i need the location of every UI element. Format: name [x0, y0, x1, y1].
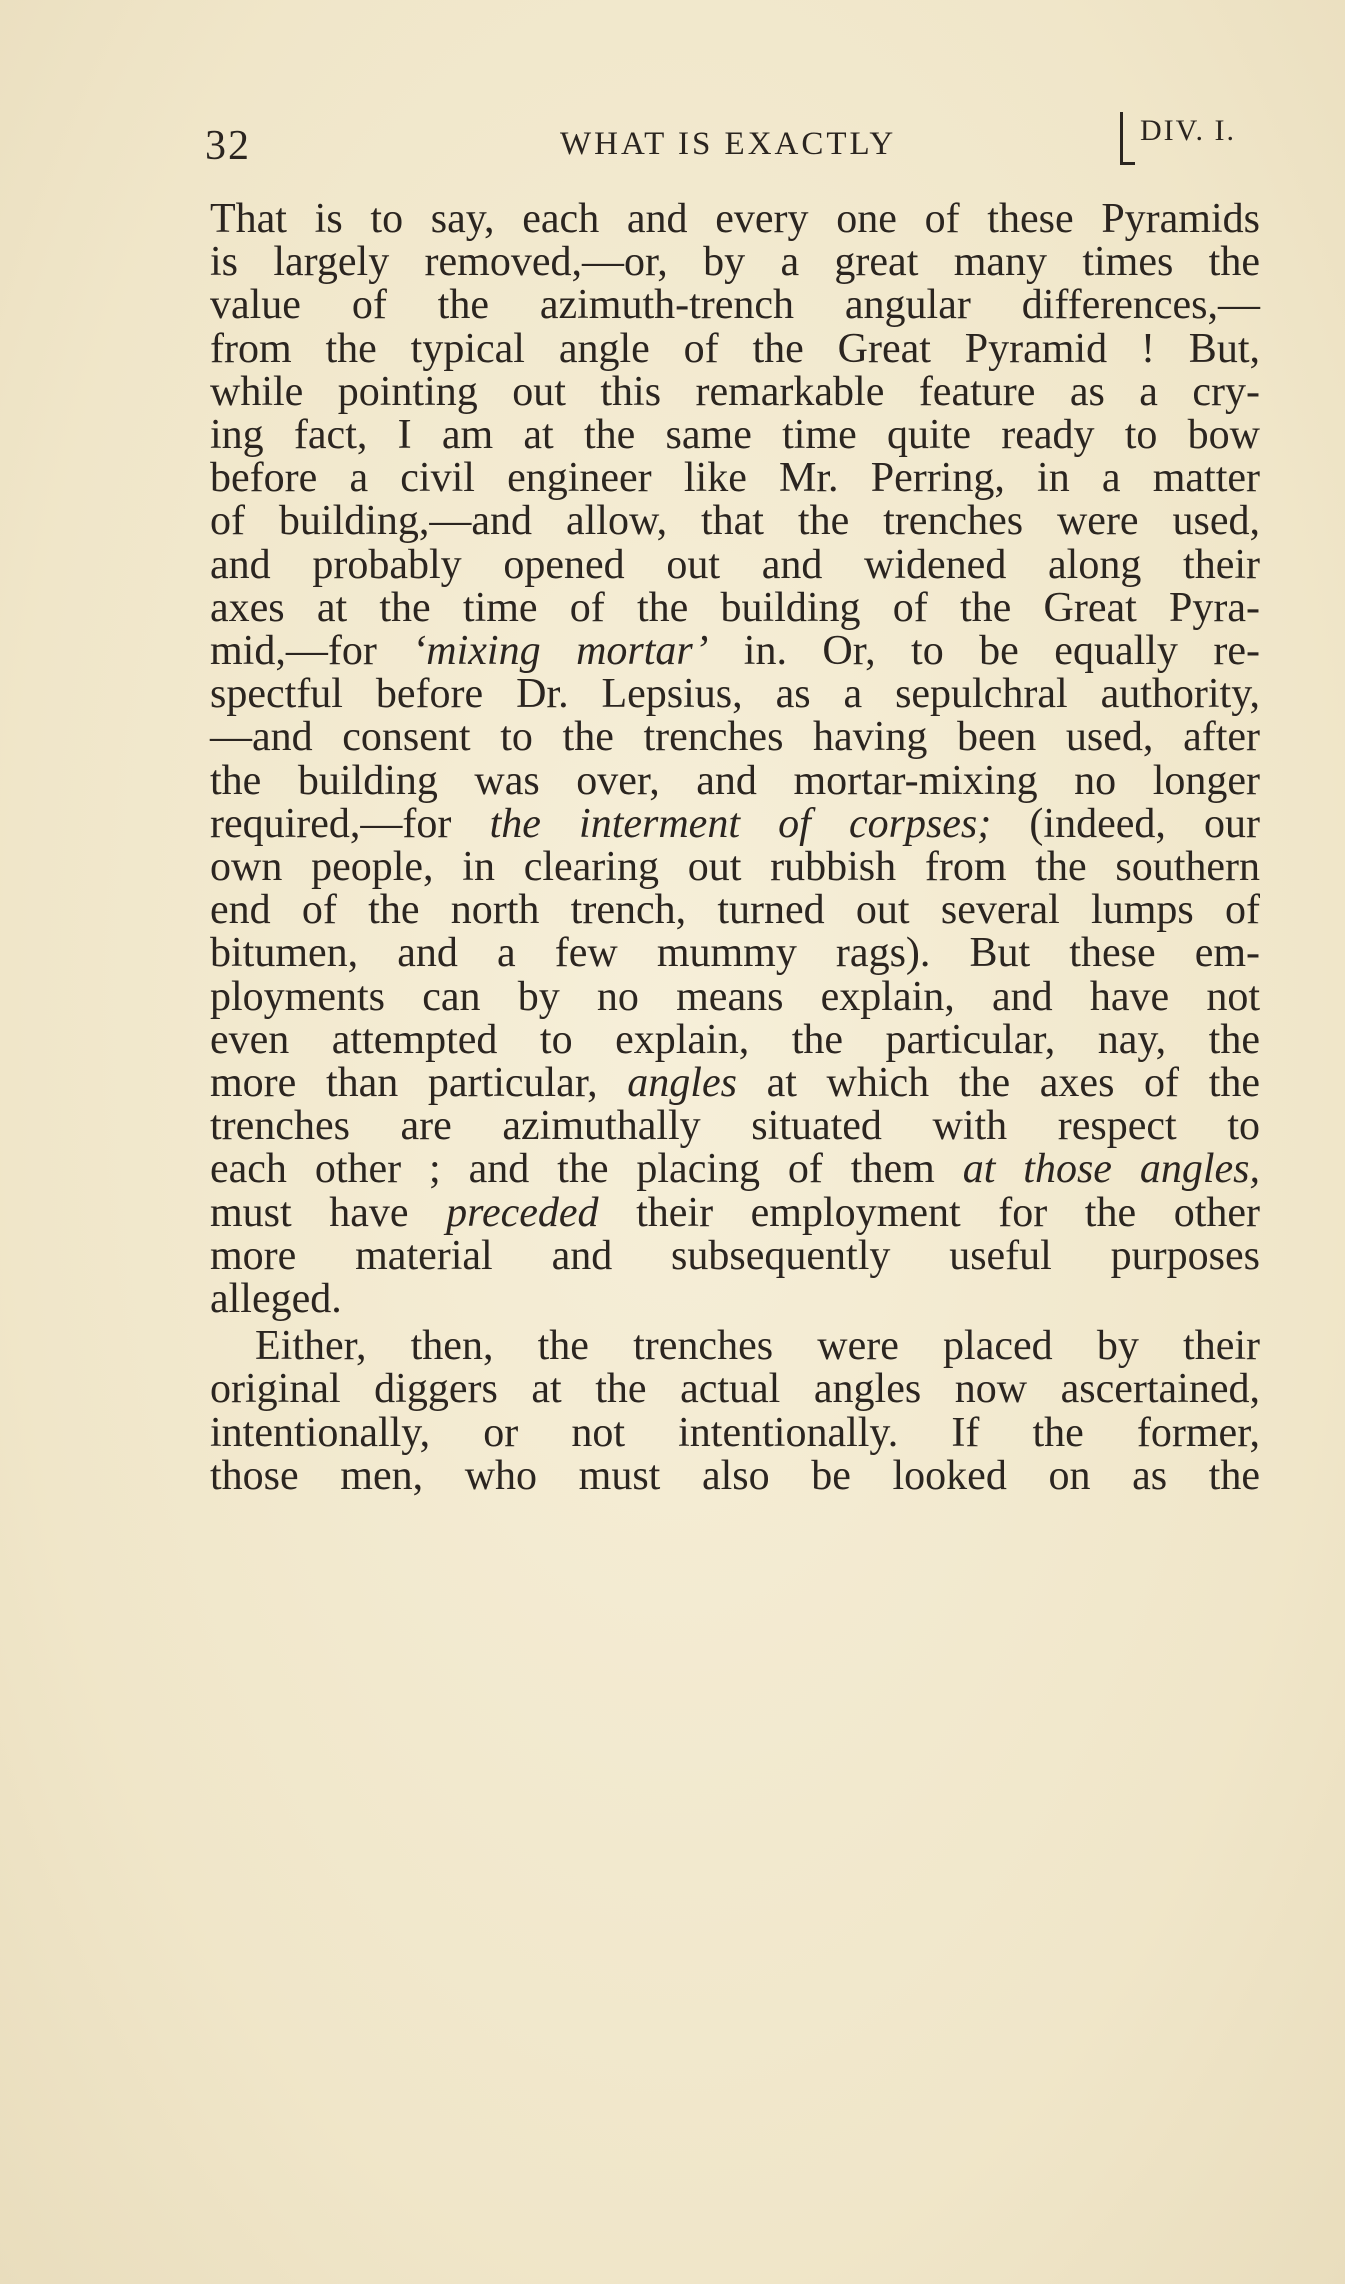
- text-segment: each other ; and the placing of them: [210, 1146, 963, 1193]
- text-segment: value of the azimuth-trench angular differences,—: [210, 282, 1260, 329]
- italic-text: the interment of corpses;: [489, 800, 992, 847]
- text-segment: even attempted to explain, the particular, nay, the: [210, 1016, 1260, 1063]
- text-segment: intentionally, or not intentionally. If the former,: [210, 1409, 1260, 1456]
- text-segment: their employment for the other: [598, 1189, 1260, 1236]
- text-line: [210, 1445, 1260, 1507]
- text-segment: spectful before Dr. Lepsius, as a sepulchral authority,: [210, 671, 1260, 718]
- text-segment: Either, then, the trenches were placed by their: [255, 1323, 1260, 1370]
- text-segment: of building,—and allow, that the trenches were used,: [210, 498, 1260, 545]
- text-segment: bitumen, and a few mummy rags). But these em-: [210, 930, 1260, 977]
- text-segment: at which the axes of the: [736, 1060, 1260, 1106]
- text-segment: from the typical angle of the Great Pyramid ! But,: [210, 325, 1260, 372]
- text-segment: is largely removed,—or, by a great many times the: [210, 239, 1260, 286]
- text-segment: original diggers at the actual angles now ascertained,: [210, 1366, 1260, 1413]
- text-segment: more than particular,: [210, 1060, 628, 1106]
- running-title: WHAT IS EXACTLY: [560, 126, 897, 162]
- text-segment: alleged.: [210, 1276, 342, 1322]
- text-segment: more material and subsequently useful purposes: [210, 1232, 1260, 1279]
- text-segment: own people, in clearing out rubbish from the southern: [210, 844, 1260, 890]
- text-segment: —and consent to the trenches having been used, after: [210, 714, 1260, 761]
- division-marker: [1120, 112, 1270, 164]
- text-segment: ployments can by no means explain, and have not: [210, 973, 1260, 1020]
- text-segment: those men, who must also be looked on as the: [210, 1452, 1260, 1499]
- text-segment: ing fact, I am at the same time quite ready to bow: [210, 412, 1260, 458]
- italic-text: ‘mixing mortar’: [412, 628, 709, 674]
- running-head: [205, 112, 1270, 172]
- text-segment: in. Or, to be equally re-: [708, 628, 1261, 674]
- text-segment: before a civil engineer like Mr. Perring, in a matter: [210, 455, 1260, 502]
- page-number: 32: [205, 123, 251, 169]
- text-segment: required,—for: [210, 800, 490, 847]
- text-segment: That is to say, each and every one of these Pyramids: [210, 196, 1260, 242]
- division-label: DIV. I.: [1140, 114, 1236, 147]
- text-segment: (indeed, our: [991, 800, 1260, 847]
- bracket-mark: [1120, 112, 1135, 165]
- text-segment: must have: [210, 1189, 447, 1236]
- italic-text: preceded: [446, 1189, 599, 1236]
- text-segment: mid,—for: [210, 628, 413, 674]
- italic-text: at those angles,: [962, 1146, 1260, 1193]
- italic-text: angles: [627, 1060, 737, 1106]
- text-segment: and probably opened out and widened along their: [210, 541, 1260, 588]
- text-segment: axes at the time of the building of the Great Pyra-: [210, 584, 1260, 631]
- text-segment: the building was over, and mortar-mixing no longer: [210, 757, 1260, 804]
- text-segment: trenches are azimuthally situated with respect to: [210, 1103, 1260, 1150]
- text-segment: end of the north trench, turned out several lumps of: [210, 887, 1260, 934]
- text-segment: while pointing out this remarkable feature as a cry-: [210, 368, 1260, 415]
